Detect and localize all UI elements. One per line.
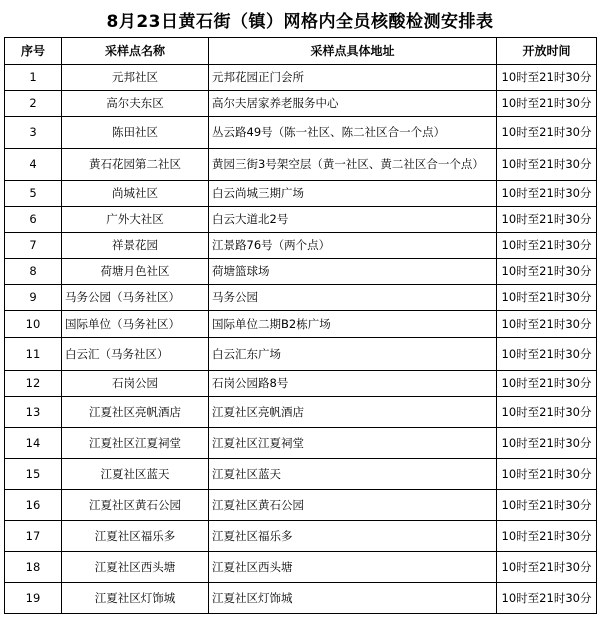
cell-address: 高尔夫居家养老服务中心 xyxy=(209,91,497,117)
cell-address: 马务公园 xyxy=(209,285,497,311)
table-row xyxy=(5,583,597,614)
cell-no: 19 xyxy=(5,583,62,614)
cell-address: 石岗公园路8号 xyxy=(209,371,497,397)
cell-no: 10 xyxy=(5,311,62,338)
cell-hours: 10时至21时30分 xyxy=(497,285,597,311)
cell-no: 5 xyxy=(5,181,62,207)
cell-site-name: 江夏社区西头塘 xyxy=(62,552,209,583)
cell-site-name: 黄石花园第二社区 xyxy=(62,149,209,181)
cell-no: 13 xyxy=(5,397,62,428)
cell-hours: 10时至21时30分 xyxy=(497,459,597,490)
table-row xyxy=(5,181,597,207)
cell-address: 元邦花园正门会所 xyxy=(209,65,497,91)
cell-site-name: 高尔夫东区 xyxy=(62,91,209,117)
cell-address: 荷塘篮球场 xyxy=(209,259,497,285)
table-row xyxy=(5,65,597,91)
cell-site-name: 江夏社区亮帆酒店 xyxy=(62,397,209,428)
cell-site-name: 陈田社区 xyxy=(62,117,209,149)
cell-site-name: 国际单位（马务社区） xyxy=(62,311,209,338)
cell-address: 黄园三街3号架空层（黄一社区、黄二社区合一个点） xyxy=(209,149,497,181)
cell-no: 12 xyxy=(5,371,62,397)
cell-hours: 10时至21时30分 xyxy=(497,521,597,552)
table-row xyxy=(5,149,597,181)
cell-no: 6 xyxy=(5,207,62,233)
cell-site-name: 荷塘月色社区 xyxy=(62,259,209,285)
cell-hours: 10时至21时30分 xyxy=(497,117,597,149)
table-header-row xyxy=(5,38,597,65)
cell-no: 18 xyxy=(5,552,62,583)
cell-hours: 10时至21时30分 xyxy=(497,490,597,521)
schedule-table xyxy=(4,37,597,614)
cell-site-name: 江夏社区江夏祠堂 xyxy=(62,428,209,459)
table-row xyxy=(5,311,597,338)
cell-hours: 10时至21时30分 xyxy=(497,207,597,233)
table-row xyxy=(5,259,597,285)
cell-no: 17 xyxy=(5,521,62,552)
cell-no: 11 xyxy=(5,338,62,371)
cell-site-name: 江夏社区福乐多 xyxy=(62,521,209,552)
cell-address: 江夏社区西头塘 xyxy=(209,552,497,583)
cell-no: 2 xyxy=(5,91,62,117)
cell-site-name: 石岗公园 xyxy=(62,371,209,397)
cell-address: 江夏社区黄石公园 xyxy=(209,490,497,521)
cell-hours: 10时至21时30分 xyxy=(497,259,597,285)
cell-hours: 10时至21时30分 xyxy=(497,91,597,117)
table-row xyxy=(5,459,597,490)
cell-site-name: 江夏社区蓝天 xyxy=(62,459,209,490)
cell-hours: 10时至21时30分 xyxy=(497,181,597,207)
table-row xyxy=(5,521,597,552)
cell-address: 白云汇东广场 xyxy=(209,338,497,371)
cell-hours: 10时至21时30分 xyxy=(497,311,597,338)
table-row xyxy=(5,91,597,117)
cell-address: 江夏社区亮帆酒店 xyxy=(209,397,497,428)
cell-no: 14 xyxy=(5,428,62,459)
cell-site-name: 马务公园（马务社区） xyxy=(62,285,209,311)
cell-address: 白云大道北2号 xyxy=(209,207,497,233)
table-row xyxy=(5,117,597,149)
cell-site-name: 尚城社区 xyxy=(62,181,209,207)
cell-hours: 10时至21时30分 xyxy=(497,397,597,428)
cell-no: 16 xyxy=(5,490,62,521)
cell-no: 9 xyxy=(5,285,62,311)
cell-site-name: 祥景花园 xyxy=(62,233,209,259)
cell-no: 3 xyxy=(5,117,62,149)
cell-address: 江夏社区江夏祠堂 xyxy=(209,428,497,459)
cell-no: 4 xyxy=(5,149,62,181)
cell-address: 白云尚城三期广场 xyxy=(209,181,497,207)
table-row xyxy=(5,233,597,259)
cell-address: 江夏社区灯饰城 xyxy=(209,583,497,614)
header-no: 序号 xyxy=(5,38,62,65)
cell-hours: 10时至21时30分 xyxy=(497,233,597,259)
cell-hours: 10时至21时30分 xyxy=(497,65,597,91)
table-row xyxy=(5,371,597,397)
header-site-name: 采样点名称 xyxy=(62,38,209,65)
cell-site-name: 江夏社区黄石公园 xyxy=(62,490,209,521)
table-row xyxy=(5,207,597,233)
table-body xyxy=(5,65,597,614)
table-row xyxy=(5,428,597,459)
header-address: 采样点具体地址 xyxy=(209,38,497,65)
cell-hours: 10时至21时30分 xyxy=(497,428,597,459)
table-row xyxy=(5,285,597,311)
cell-no: 8 xyxy=(5,259,62,285)
cell-site-name: 元邦社区 xyxy=(62,65,209,91)
cell-hours: 10时至21时30分 xyxy=(497,371,597,397)
cell-no: 7 xyxy=(5,233,62,259)
cell-no: 1 xyxy=(5,65,62,91)
cell-hours: 10时至21时30分 xyxy=(497,583,597,614)
cell-hours: 10时至21时30分 xyxy=(497,149,597,181)
table-row xyxy=(5,397,597,428)
document-title: 8月23日黄石街（镇）网格内全员核酸检测安排表 xyxy=(106,11,494,32)
cell-hours: 10时至21时30分 xyxy=(497,338,597,371)
cell-address: 江夏社区蓝天 xyxy=(209,459,497,490)
cell-no: 15 xyxy=(5,459,62,490)
table-row xyxy=(5,490,597,521)
cell-hours: 10时至21时30分 xyxy=(497,552,597,583)
table-row xyxy=(5,552,597,583)
cell-site-name: 广外大社区 xyxy=(62,207,209,233)
cell-address: 丛云路49号（陈一社区、陈二社区合一个点） xyxy=(209,117,497,149)
cell-site-name: 江夏社区灯饰城 xyxy=(62,583,209,614)
cell-address: 江夏社区福乐多 xyxy=(209,521,497,552)
table-row xyxy=(5,338,597,371)
cell-address: 江景路76号（两个点） xyxy=(209,233,497,259)
cell-site-name: 白云汇（马务社区） xyxy=(62,338,209,371)
cell-address: 国际单位二期B2栋广场 xyxy=(209,311,497,338)
header-hours: 开放时间 xyxy=(497,38,597,65)
